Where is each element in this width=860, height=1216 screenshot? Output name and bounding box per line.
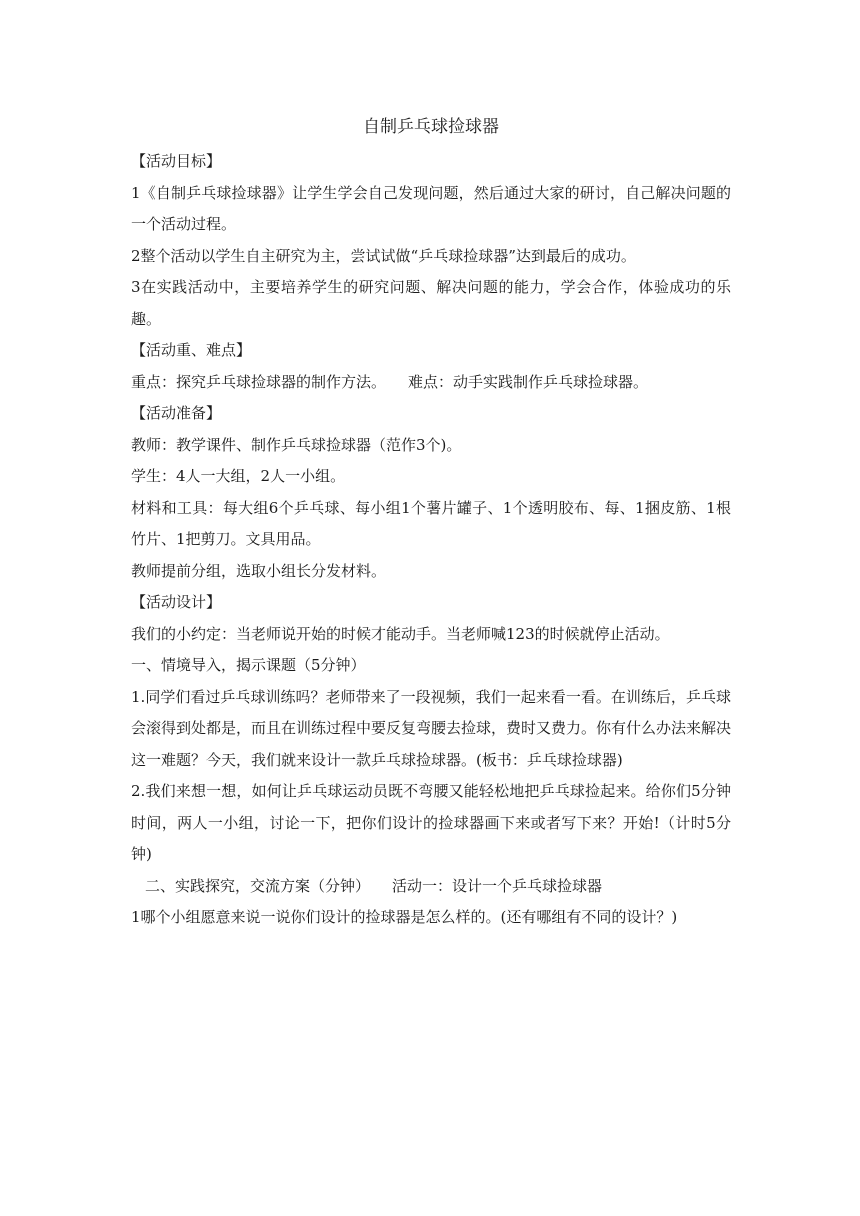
key-point: 重点：探究乒乓球捡球器的制作方法。 bbox=[131, 372, 387, 391]
goal-item-3: 3在实践活动中，主要培养学生的研究问题、解决问题的能力，学会合作，体验成功的乐趣。 bbox=[131, 278, 731, 328]
prep-grouping: 教师提前分组，选取小组长分发材料。 bbox=[131, 561, 387, 580]
section-heading-preparation: 【活动准备】 bbox=[131, 404, 222, 422]
part2-step-1: 1哪个小组愿意来说一说你们设计的捡球器是怎么样的。(还有哪组有不同的设计？) bbox=[131, 908, 678, 926]
prep-teacher: 教师：教学课件、制作乒乓球捡球器（范作3个)。 bbox=[131, 435, 462, 454]
difficult-point: 难点：动手实践制作乒乓球捡球器。 bbox=[408, 372, 649, 391]
key-points-line bbox=[131, 367, 731, 399]
part2-heading: 二、实践探究，交流方案（分钟） bbox=[145, 876, 371, 895]
section-heading-key-points: 【活动重、难点】 bbox=[131, 341, 252, 359]
part1-step-1: 1.同学们看过乒乓球训练吗？老师带来了一段视频，我们一起来看一看。在训练后，乒乓球会滚得到处都是，而且在训练过程中要反复弯腰去捡球，费时又费力。你有什么办法来解决这一难题？今天，我们就来设计一款乒乓球捡球器。(板书：乒乓球捡球器) bbox=[131, 687, 732, 769]
goal-item-1: 1《自制乒乓球捡球器》让学生学会自己发现问题，然后通过大家的研讨，自己解决问题的一个活动过程。 bbox=[131, 183, 731, 233]
part1-heading: 一、情境导入，揭示课题（5分钟） bbox=[131, 656, 366, 674]
section-heading-goals: 【活动目标】 bbox=[131, 152, 222, 170]
document-body bbox=[131, 112, 731, 934]
prep-materials: 材料和工具：每大组6个乒乓球、每小组1个薯片罐子、1个透明胶布、每、1捆皮筋、1根竹片、1把剪刀。文具用品。 bbox=[131, 498, 731, 548]
activity-1-title: 活动一：设计一个乒乓球捡球器 bbox=[392, 876, 603, 895]
class-agreement: 我们的小约定：当老师说开始的时候才能动手。当老师喊123的时候就停止活动。 bbox=[131, 624, 670, 643]
part2-heading-line bbox=[131, 871, 731, 903]
section-heading-design: 【活动设计】 bbox=[131, 593, 222, 611]
prep-students: 学生：4人一大组，2人一小组。 bbox=[131, 467, 346, 485]
page-title: 自制乒乓球捡球器 bbox=[363, 117, 499, 137]
part1-step-2: 2.我们来想一想，如何让乒乓球运动员既不弯腰又能轻松地把乒乓球捡起来。给你们5分钟时间，两人一小组，讨论一下，把你们设计的捡球器画下来或者写下来？开始!（计时5分钟) bbox=[131, 782, 731, 863]
goal-item-2: 2整个活动以学生自主研究为主，尝试试做“乒乓球捡球器”达到最后的成功。 bbox=[131, 246, 636, 265]
